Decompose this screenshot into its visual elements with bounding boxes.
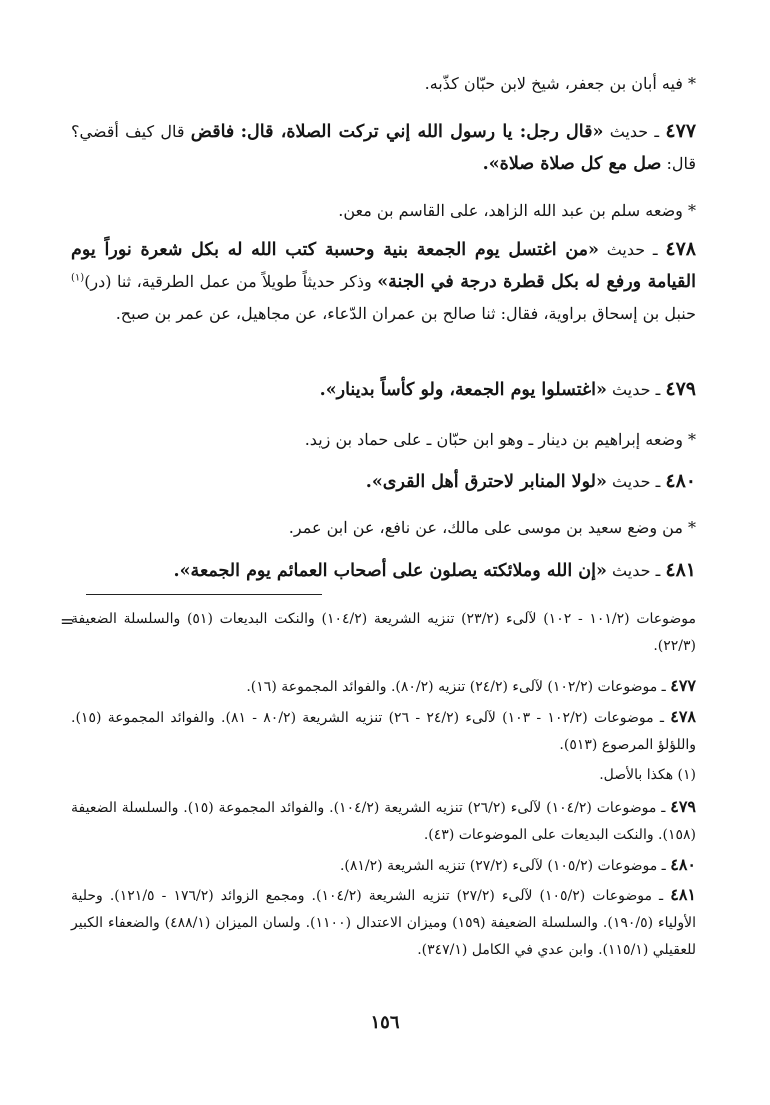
footnote-marker: (١)	[71, 272, 85, 284]
hadith-479: ٤٧٩ ـ حديث «اغتسلوا يوم الجمعة، ولو كأساً بدينار».	[319, 378, 696, 400]
hadith-477: ٤٧٧ ـ حديث «قال رجل: يا رسول الله إني تركت الصلاة، قال: فاقض قال كيف أقضي؟ قال: صل مع كل صلاة صلاة».	[71, 120, 697, 174]
footnote-481: ٤٨١ ـ موضوعات (١٠٥/٢) لآلىء (٢٧/٢) تنزيه الشريعة (١٠٤/٢). ومجمع الزوائد (١٧٦/٢ - ١٢١/٥). وحلية الأولياء (١٩٠/٥). والسلسلة الضعيفة (١٥٩) وميزان الاعتدال (١١٠٠). ولسان الميزان (٤٨٨/١) والضعفاء الكبير للعقيلي (١١٥/١). وابن عدي في الكامل (٣٤٧/١).	[71, 885, 696, 958]
note-479: * وضعه إبراهيم بن دينار ـ وهو ابن حبّان ـ على حماد بن زيد.	[304, 430, 696, 449]
hadith-number: ٤٨٠	[665, 470, 696, 492]
footnote-478: ٤٧٨ ـ موضوعات (١٠٢/٢ - ١٠٣) لآلىء (٢٤/٢ - ٢٦) تنزيه الشريعة (٨٠/٢ - ٨١). والفوائد المجموعة (١٥). واللؤلؤ المرصوع (٥١٣).	[71, 707, 697, 753]
hadith-number: ٤٨١	[665, 559, 696, 581]
hadith-480: ٤٨٠ ـ حديث «لولا المنابر لاحترق أهل القرى».	[365, 470, 696, 492]
note-480: * من وضع سعيد بن موسى على مالك، عن نافع، عن ابن عمر.	[288, 518, 696, 537]
hadith-481: ٤٨١ ـ حديث «إن الله وملائكته يصلون على أصحاب العمائم يوم الجمعة».	[173, 559, 696, 581]
hadith-478: ٤٧٨ ـ حديث «من اغتسل يوم الجمعة بنية وحسبة كتب الله له بكل شعرة نوراً يوم القيامة ورفع له بكل قطرة درجة في الجنة» وذكر حديثاً طويلاً من عمل الطرقية، ثنا (در)$^{(١)}$ حنبل بن إسحاق براوية، فقال: ثنا صالح بن عمران الدّعاء، عن مجاهيل، عن عمر بن صبح.	[71, 238, 696, 323]
footnote-477: ٤٧٧ ـ موضوعات (١٠٢/٢) لآلىء (٢٤/٢) تنزيه (٨٠/٢). والفوائد المجموعة (١٦).	[246, 676, 696, 695]
footnote-480: ٤٨٠ ـ موضوعات (١٠٥/٢) لآلىء (٢٧/٢) تنزيه الشريعة (٨١/٢).	[339, 855, 696, 874]
continuation-mark: =	[60, 612, 75, 632]
footnote-separator	[86, 594, 322, 595]
note-478-narrator: * فيه أبان بن جعفر، شيخ لابن حبّان كذّبه.	[424, 74, 696, 93]
note-477: * وضعه سلم بن عبد الله الزاهد، على القاسم بن معن.	[338, 201, 696, 220]
hadith-number: ٤٧٧	[665, 120, 697, 142]
hadith-number: ٤٧٨	[665, 238, 696, 260]
footnote-479: ٤٧٩ ـ موضوعات (١٠٤/٢) لآلىء (٢٦/٢) تنزيه الشريعة (١٠٤/٢). والفوائد المجموعة (١٥). والسلسلة الضعيفة (١٥٨). والنكت البديعات على الموضوعات (٤٣).	[71, 797, 696, 843]
hadith-number: ٤٧٩	[665, 378, 696, 400]
footnote-1: (١) هكذا بالأصل.	[599, 767, 696, 783]
footnote-continued: موضوعات (١٠١/٢ - ١٠٢) لآلىء (٢٣/٢) تنزيه الشريعة (١٠٤/٢) والنكت البديعات (٥١) والسلسلة الضعيفة (٢٢/٣).	[71, 611, 696, 654]
page-number: ١٥٦	[370, 1012, 400, 1033]
